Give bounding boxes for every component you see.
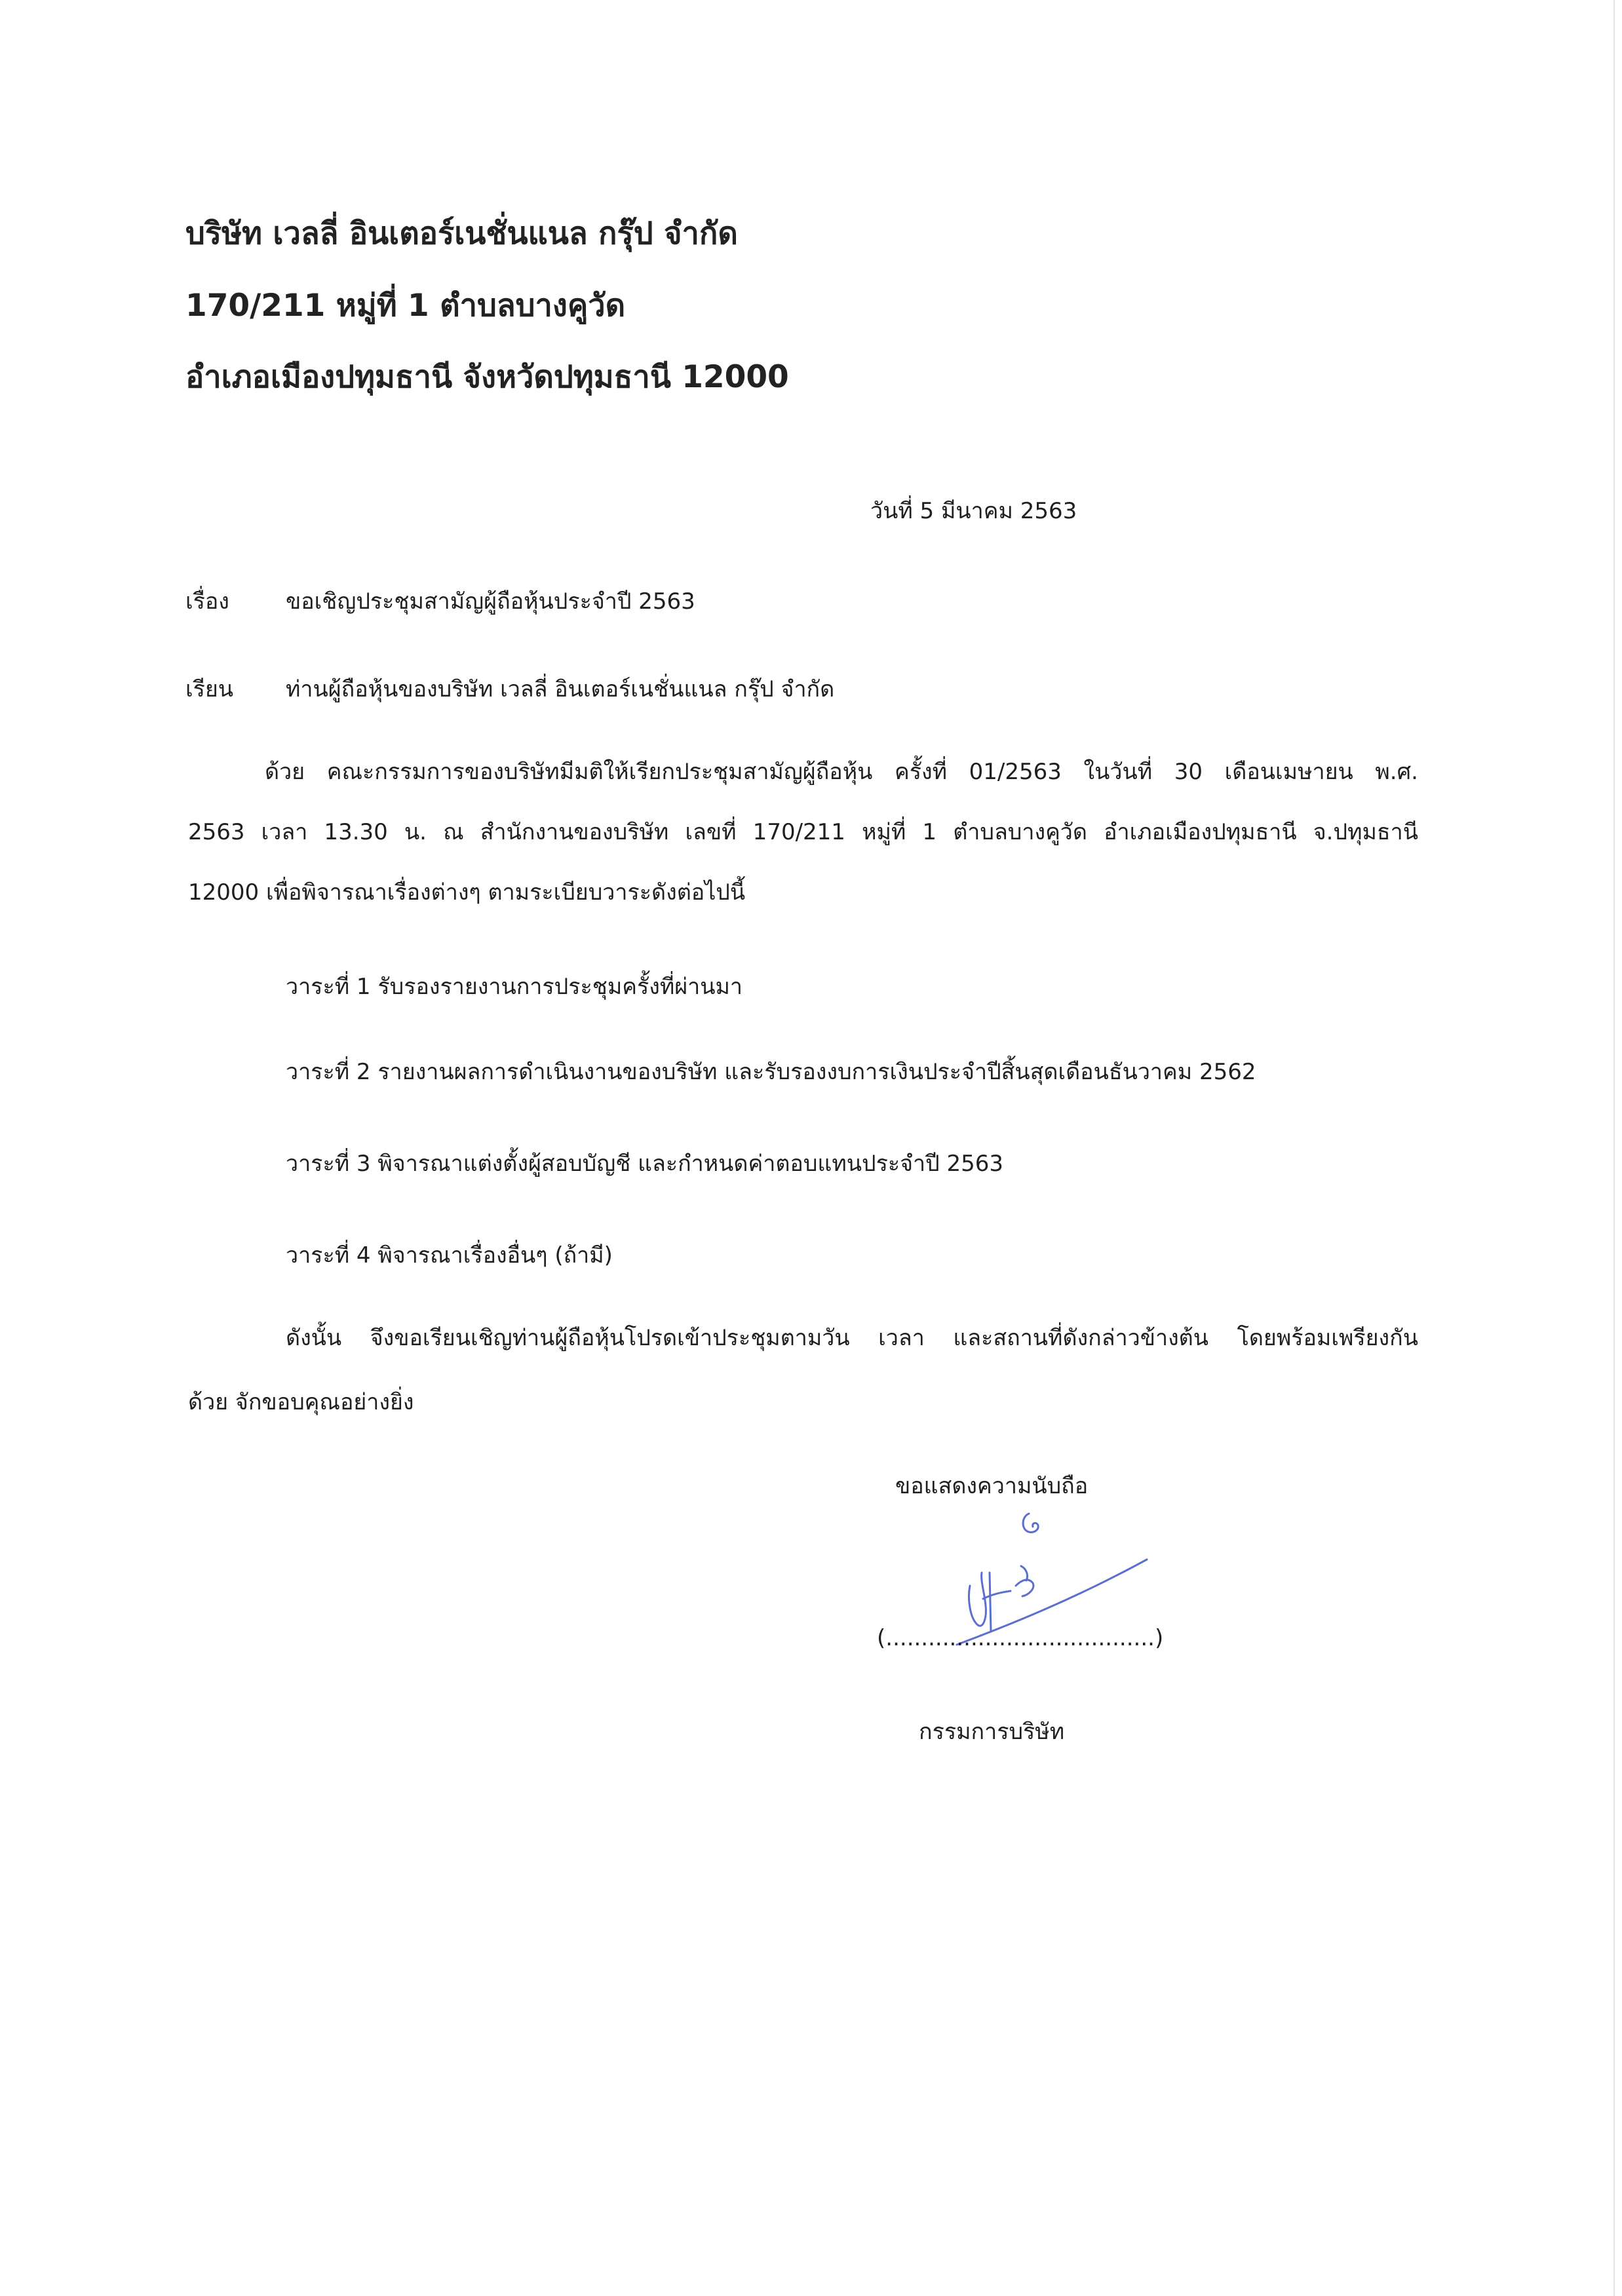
signature-stroke (1023, 1514, 1038, 1532)
recipient-text: ท่านผู้ถือหุ้นของบริษัท เวลลี่ อินเตอร์เนชั่นแนล กรุ๊ป จำกัด (286, 676, 835, 702)
body-paragraph-line-3: 12000 เพื่อพิจารณาเรื่องต่างๆ ตามระเบียบวาระดังต่อไปนี้ (188, 879, 746, 906)
company-name: บริษัท เวลลี่ อินเตอร์เนชั่นแนล กรุ๊ป จำกัด (185, 216, 738, 252)
address-line-2: อำเภอเมืองปทุมธานี จังหวัดปทุมธานี 12000 (185, 359, 789, 395)
body-paragraph-line-1: ด้วย คณะกรรมการของบริษัทมีมติให้เรียกประชุมสามัญผู้ถือหุ้น ครั้งที่ 01/2563 ในวันที่ 30 เดือนเมษายน พ.ศ. (265, 759, 1418, 785)
closing-salutation: ขอแสดงความนับถือ (895, 1473, 1089, 1499)
body-paragraph-line-2: 2563 เวลา 13.30 น. ณ สำนักงานของบริษัท เลขที่ 170/211 หมู่ที่ 1 ตำบลบางคูวัด อำเภอเมืองปทุมธานี จ.ปทุมธานี (188, 819, 1418, 845)
conclusion-line-1: ดังนั้น จึงขอเรียนเชิญท่านผู้ถือหุ้นโปรดเข้าประชุมตามวัน เวลา และสถานที่ดังกล่าวข้างต้น โดยพร้อมเพรียงกัน (286, 1325, 1418, 1351)
subject-text: ขอเชิญประชุมสามัญผู้ถือหุ้นประจำปี 2563 (286, 588, 695, 615)
subject-label: เรื่อง (185, 588, 229, 615)
page-edge (1613, 0, 1615, 2296)
signature-stroke (1016, 1580, 1033, 1596)
signature-stroke (990, 1573, 991, 1632)
signer-position: กรรมการบริษัท (919, 1719, 1065, 1745)
letter-date: วันที่ 5 มีนาคม 2563 (870, 498, 1077, 524)
signature-stroke (983, 1591, 1011, 1599)
agenda-item-2: วาระที่ 2 รายงานผลการดำเนินงานของบริษัท และรับรองงบการเงินประจำปีสิ้นสุดเดือนธันวาคม 2562 (286, 1059, 1256, 1085)
address-line-1: 170/211 หมู่ที่ 1 ตำบลบางคูวัด (185, 288, 626, 324)
agenda-item-3: วาระที่ 3 พิจารณาแต่งตั้งผู้สอบบัญชี และกำหนดค่าตอบแทนประจำปี 2563 (286, 1151, 1004, 1177)
conclusion-line-2: ด้วย จักขอบคุณอย่างยิ่ง (188, 1389, 414, 1415)
agenda-item-4: วาระที่ 4 พิจารณาเรื่องอื่นๆ (ถ้ามี) (286, 1242, 613, 1269)
agenda-item-1: วาระที่ 1 รับรองรายงานการประชุมครั้งที่ผ่านมา (286, 974, 743, 1000)
recipient-label: เรียน (185, 676, 234, 702)
signature-line: (......................................) (877, 1625, 1164, 1651)
signature-stroke (1021, 1566, 1028, 1580)
